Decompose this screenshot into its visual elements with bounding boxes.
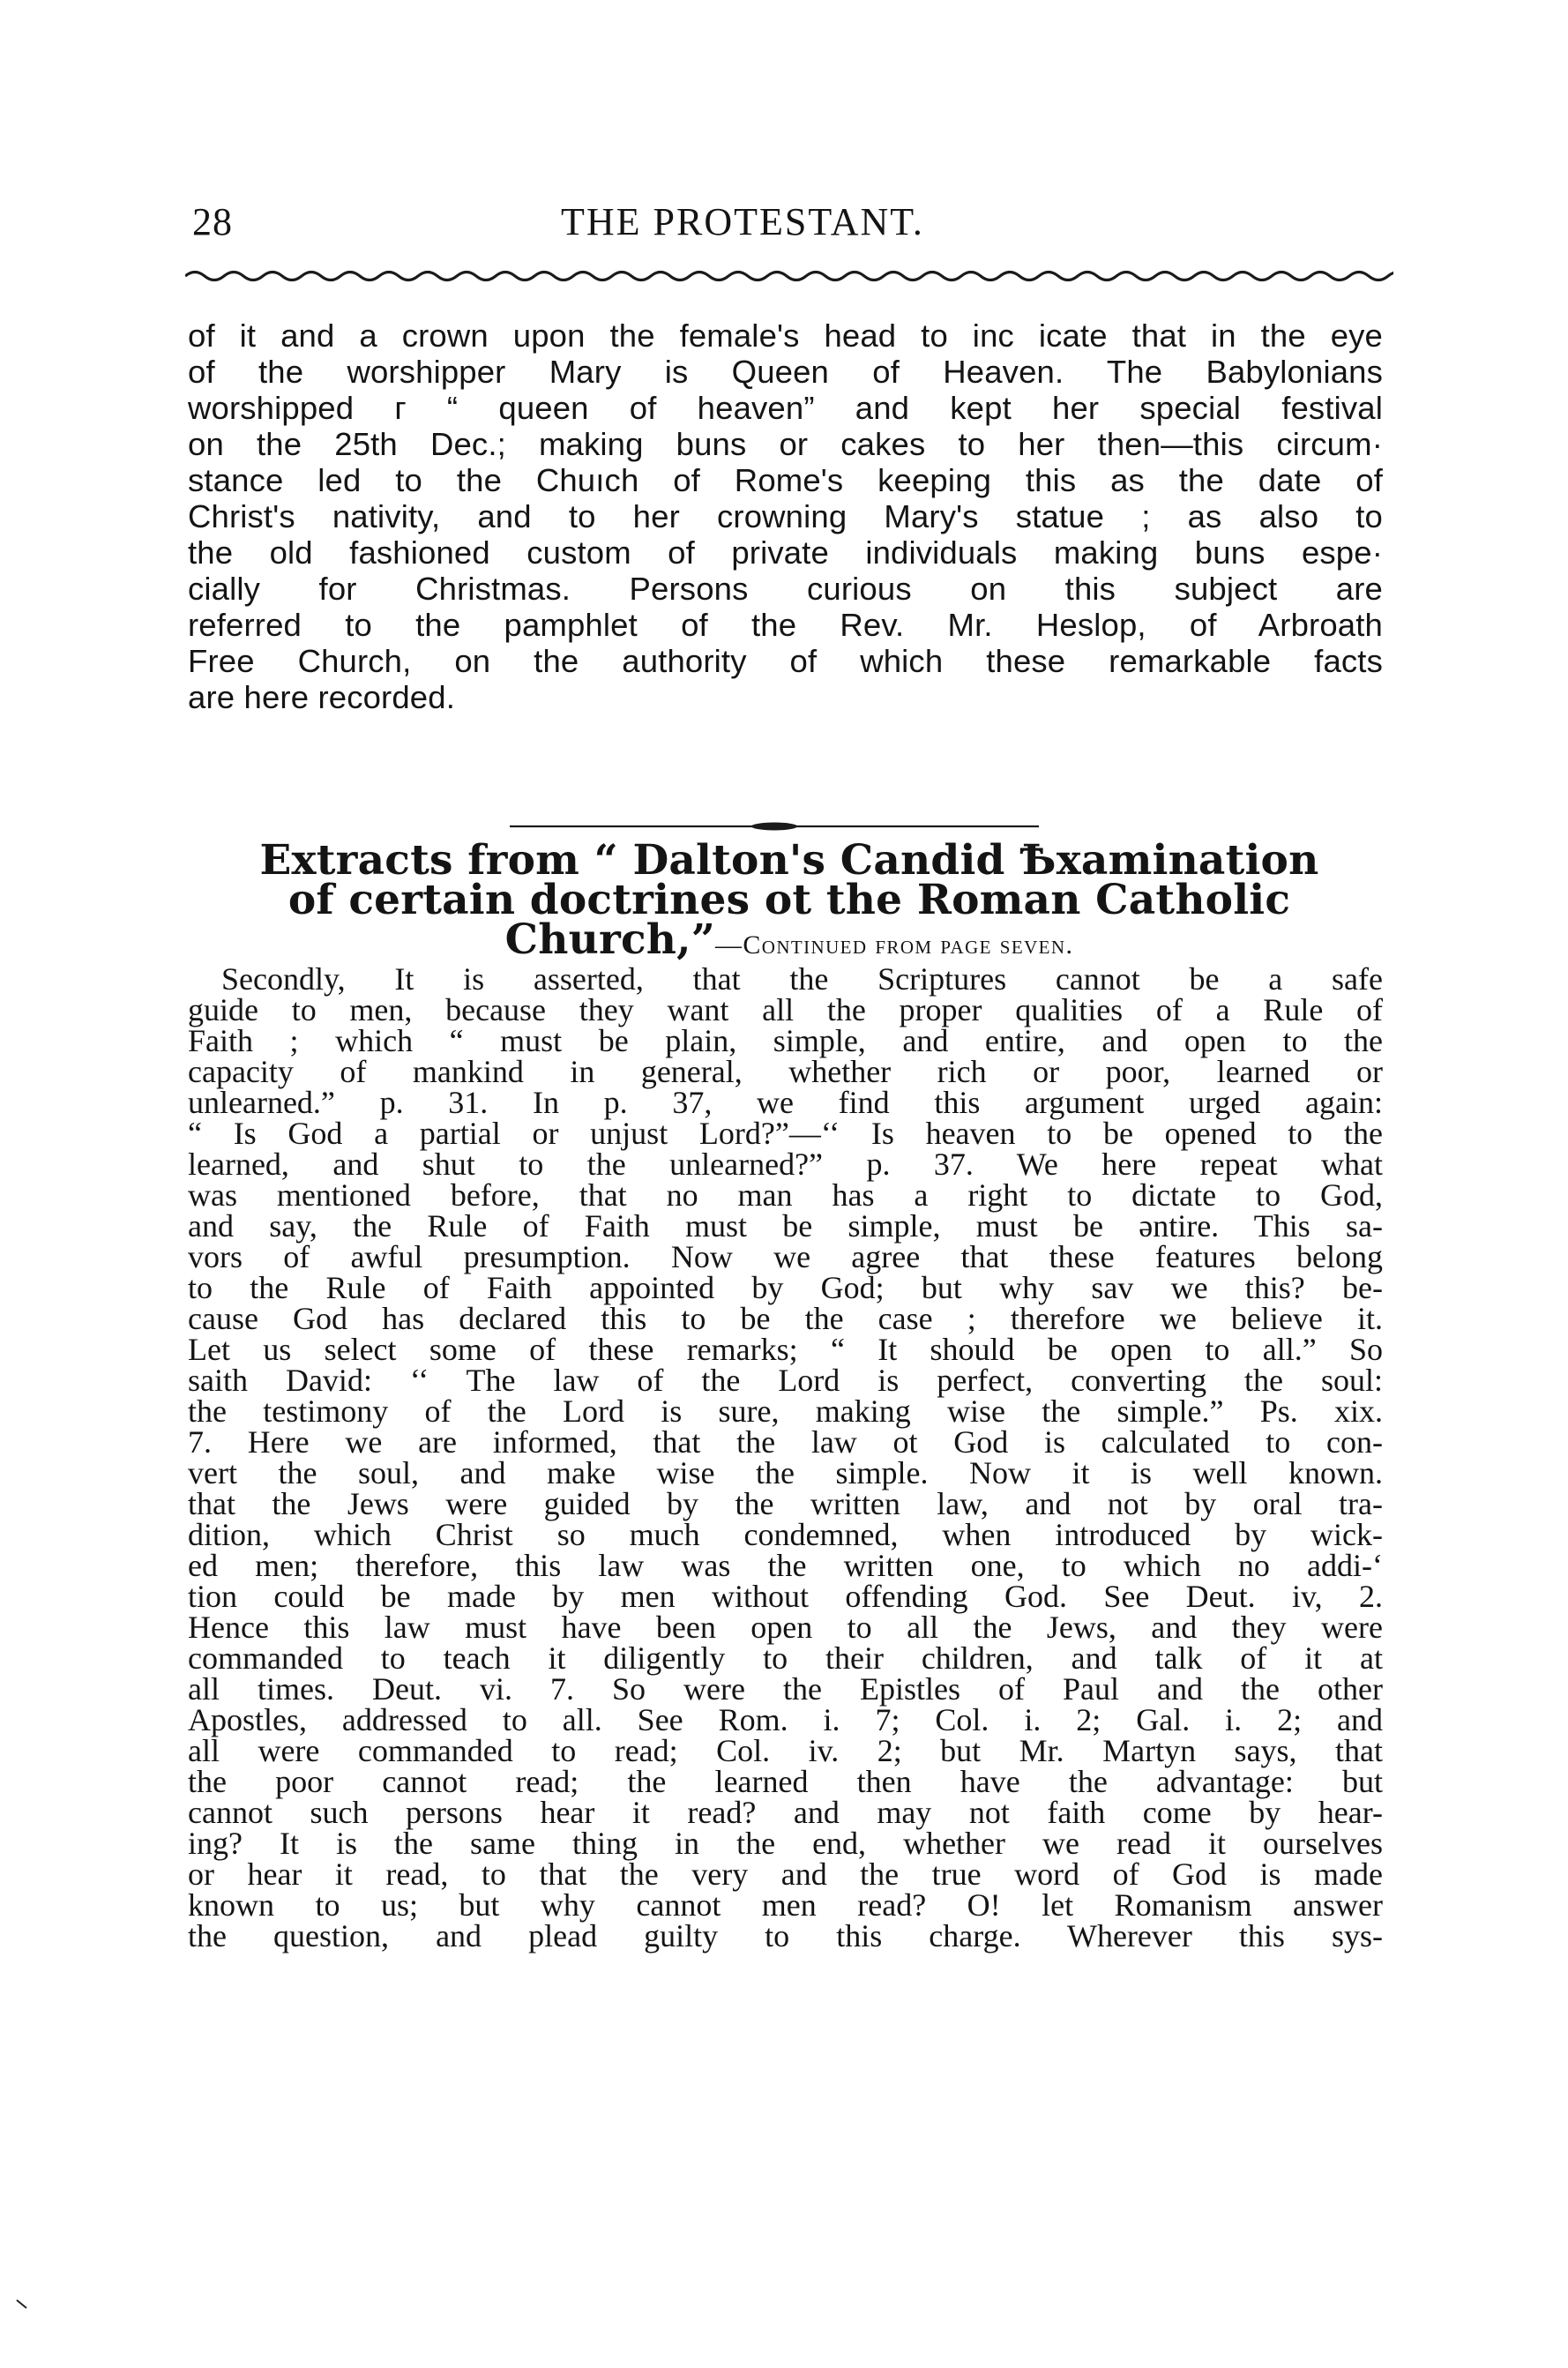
text-line: stance led to the Chuıch of Rome's keeping this as the date of (188, 462, 1383, 498)
text-line: Hence this law must have been open to all the Jews, and they were (188, 1610, 1383, 1645)
text-line: or hear it read, to that the very and the true word of God is made (188, 1856, 1383, 1892)
wavy-header-rule (185, 265, 1393, 288)
stray-print-mark (16, 2298, 28, 2311)
text-line: Apostles, addressed to all. See Rom. i. 7; Col. i. 2; Gal. i. 2; and (188, 1702, 1383, 1737)
text-line: “ Is God a partial or unjust Lord?”—‘‘ Is heaven to be opened to the (188, 1116, 1383, 1151)
text-line: cause God has declared this to be the case ; therefore we believe it. (188, 1301, 1383, 1336)
opening-text-block (188, 317, 1383, 715)
text-line: Let us select some of these remarks; “ It should be open to all.” So (188, 1332, 1383, 1367)
heading-line: Extracts from “ Dalton's Candid Ѣxamination (259, 836, 1319, 885)
text-line: the poor cannot read; the learned then have the advantage: but (188, 1764, 1383, 1799)
text-line: tion could be made by men without offending God. See Deut. iv, 2. (188, 1579, 1383, 1614)
text-line: unlearned.” p. 31. In p. 37, we find this argument urged again: (188, 1085, 1383, 1120)
page-number: 28 (192, 200, 233, 243)
text-line: was mentioned before, that no man has a right to dictate to God, (188, 1177, 1383, 1213)
text-line: on the 25th Dec.; making buns or cakes to her then—this circum· (188, 426, 1383, 462)
text-line: all times. Deut. vi. 7. So were the Epistles of Paul and the other (188, 1671, 1383, 1707)
text-line: cannot such persons hear it read? and may not faith come by hear- (188, 1795, 1383, 1830)
text-line: Christ's nativity, and to her crowning Mary's statue ; as also to (188, 498, 1383, 534)
text-line: to the Rule of Faith appointed by God; but why sav we this? be- (188, 1270, 1383, 1305)
text-line: ing? It is the same thing in the end, whether we read it ourselves (188, 1826, 1383, 1861)
text-line: all were commanded to read; Col. iv. 2; but Mr. Martyn says, that (188, 1733, 1383, 1768)
text-line: cially for Christmas. Persons curious on this subject are (188, 571, 1383, 607)
text-line: learned, and shut to the unlearned?” p. 37. We here repeat what (188, 1147, 1383, 1182)
running-title: THE PROTESTANT. (561, 200, 924, 243)
text-line: and say, the Rule of Faith must be simple, must be əntire. This sa- (188, 1208, 1383, 1244)
text-line: capacity of mankind in general, whether rich or poor, learned or (188, 1054, 1383, 1089)
heading-line-with-note (176, 915, 1402, 964)
text-line: guide to men, because they want all the proper qualities of a Rule of (188, 992, 1383, 1027)
text-line: saith David: ‘‘ The law of the Lord is perfect, converting the soul: (188, 1363, 1383, 1398)
text-line: 7. Here we are informed, that the law ot God is calculated to con- (188, 1424, 1383, 1460)
section-divider-rule (510, 820, 1039, 833)
text-line: that the Jews were guided by the written law, and not by oral tra- (188, 1486, 1383, 1521)
text-line: are here recorded. (188, 679, 455, 715)
text-line: vors of awful presumption. Now we agree that these features belong (188, 1239, 1383, 1274)
text-line: Free Church, on the authority of which these remarkable facts (188, 643, 1383, 679)
text-line: ed men; therefore, this law was the written one, to which no addi-‘ (188, 1548, 1383, 1583)
running-head (192, 196, 1383, 249)
heading-line: of certain doctrines ot the Roman Catholic (287, 876, 1291, 924)
text-line: dition, which Christ so much condemned, when introduced by wick- (188, 1517, 1383, 1552)
text-line: Secondly, It is asserted, that the Scriptures cannot be a safe (221, 961, 1383, 997)
text-line: of the worshipper Mary is Queen of Heaven. The Babylonians (188, 354, 1383, 390)
article-body (188, 961, 1383, 1953)
continuation-note: —Continued from page seven. (714, 930, 1074, 960)
text-line: the old fashioned custom of private individuals making buns espe· (188, 534, 1383, 571)
text-line: the testimony of the Lord is sure, making wise the simple.” Ps. xix. (188, 1393, 1383, 1429)
text-line: referred to the pamphlet of the Rev. Mr. Heslop, of Arbroath (188, 607, 1383, 643)
text-line: worshipped г “ queen of heaven” and kept her special festival (188, 390, 1383, 426)
text-line: known to us; but why cannot men read? O! let Romanism answer (188, 1887, 1383, 1923)
text-line: commanded to teach it diligently to their children, and talk of it at (188, 1640, 1383, 1676)
text-line: the question, and plead guilty to this charge. Wherever this sys- (188, 1918, 1383, 1953)
text-line: vert the soul, and make wise the simple. Now it is well known. (188, 1455, 1383, 1490)
text-line: of it and a crown upon the female's head to inc icate that in the eye (188, 317, 1383, 354)
heading-line-main: Church,” (504, 915, 715, 964)
article-heading (176, 836, 1402, 964)
text-line: Faith ; which “ must be plain, simple, and entire, and open to the (188, 1023, 1383, 1058)
